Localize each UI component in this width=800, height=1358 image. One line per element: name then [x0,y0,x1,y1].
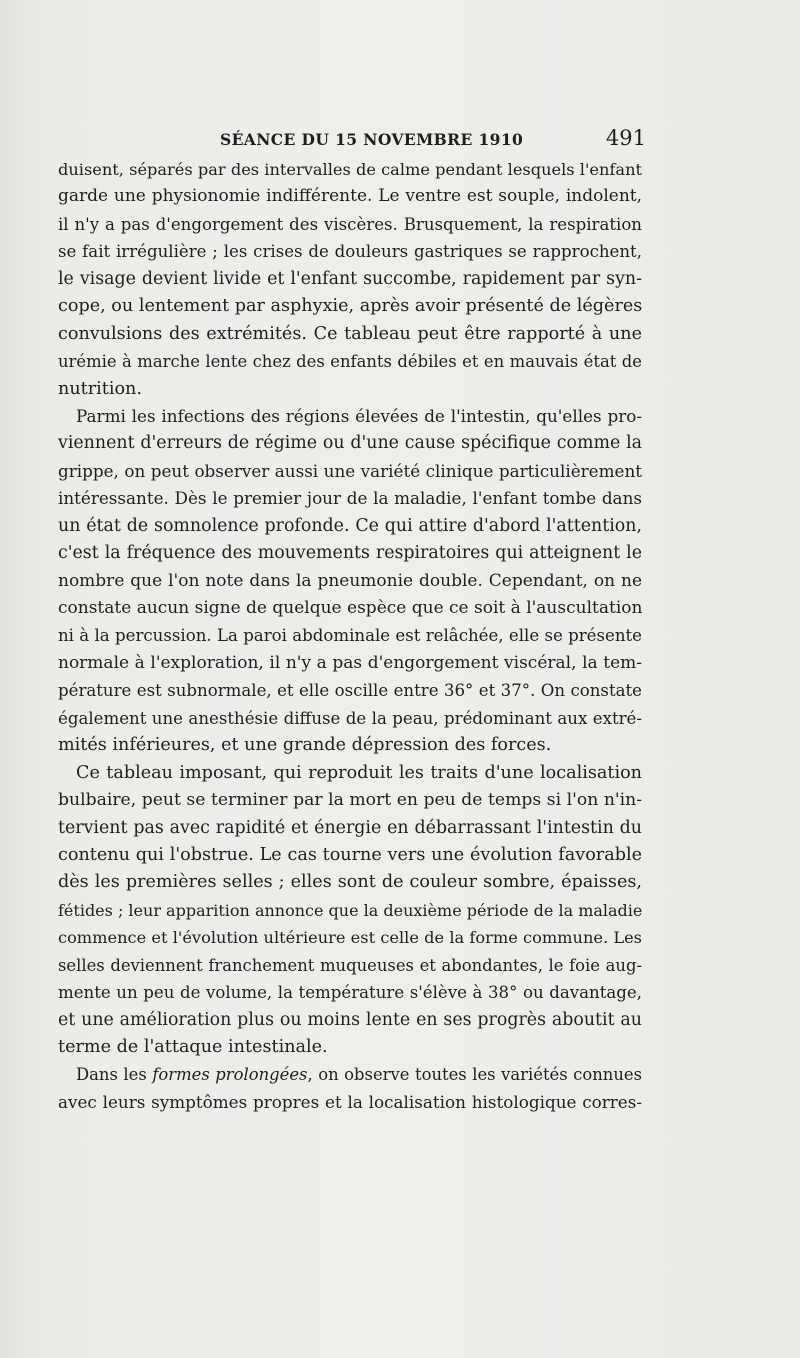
page-header [58,126,646,156]
text-line: terme de l'attaque intestinale. [58,1037,328,1057]
text-line: le visage devient livide et l'enfant succombe, rapidement par syn- [58,268,642,289]
text-line: bulbaire, peut se terminer par la mort en peu de temps si l'on n'in- [58,790,642,811]
text-line: pérature est subnormale, et elle oscille entre 36° et 37°. On constate [58,681,642,701]
text-line: mités inférieures, et une grande dépression des forces. [58,735,552,756]
text-line: intéressante. Dès le premier jour de la maladie, l'enfant tombe dans [58,488,642,509]
text-line [58,1061,642,1088]
text-line: mente un peu de volume, la température s'élève à 38° ou davantage, [58,983,642,1003]
text-line: viennent d'erreurs de régime ou d'une cause spécifique comme la [58,433,642,454]
text-line: également une anesthésie diffuse de la peau, prédominant aux extré- [58,708,642,728]
italic-term: formes prolongées [152,1065,308,1085]
text-line: avec leurs symptômes propres et la localisation histologique corres- [58,1091,642,1112]
text-line: Ce tableau imposant, qui reproduit les traits d'une localisation [76,762,642,783]
text-line: constate aucun signe de quelque espèce que ce soit à l'auscultation [58,598,643,618]
text-line: Parmi les infections des régions élevées de l'intestin, qu'elles pro- [76,405,642,426]
text-line: ni à la percussion. La paroi abdominale est relâchée, elle se présente [58,626,642,646]
text-line: commence et l'évolution ultérieure est celle de la forme commune. Les [58,928,642,948]
text-line: nombre que l'on note dans la pneumonie double. Cependant, on ne [58,570,642,591]
text-line: nutrition. [58,378,142,399]
text-line: dès les premières selles ; elles sont de couleur sombre, épaisses, [58,872,642,893]
text-line: un état de somnolence profonde. Ce qui attire d'abord l'attention, [58,515,642,536]
text-line: tervient pas avec rapidité et énergie en débarrassant l'intestin du [58,817,642,838]
text-line: il n'y a pas d'engorgement des viscères. Brusquement, la respiration [58,214,642,234]
text-line: se fait irrégulière ; les crises de douleurs gastriques se rapprochent, [58,242,642,262]
text-line: cope, ou lentement par asphyxie, après avoir présenté de légères [58,296,643,317]
text-line: grippe, on peut observer aussi une variété clinique particulièrement [58,460,642,481]
page-number: 491 [605,126,646,150]
body-text [58,156,642,1116]
running-head: SÉANCE DU 15 NOVEMBRE 1910 [220,130,524,149]
text-line: duisent, séparés par des intervalles de calme pendant lesquels l'enfant [58,160,642,179]
text-line: c'est la fréquence des mouvements respiratoires qui atteignent le [58,543,642,564]
text-line: selles deviennent franchement muqueuses et abondantes, le foie aug- [58,955,642,975]
text-line: garde une physionomie indifférente. Le ventre est souple, indolent, [58,186,642,207]
text-line: urémie à marche lente chez des enfants débiles et en mauvais état de [58,352,642,372]
text-line: contenu qui l'obstrue. Le cas tourne vers une évolution favorable [58,844,642,865]
text-segment: , on observe toutes les variétés connues [307,1065,643,1085]
text-line: et une amélioration plus ou moins lente en ses progrès aboutit au [58,1009,642,1030]
text-line: normale à l'exploration, il n'y a pas d'engorgement viscéral, la tem- [58,652,642,673]
text-segment: Dans les [76,1065,153,1085]
text-line: fétides ; leur apparition annonce que la deuxième période de la maladie [58,900,643,920]
text-line: convulsions des extrémités. Ce tableau peut être rapporté à une [58,323,642,344]
